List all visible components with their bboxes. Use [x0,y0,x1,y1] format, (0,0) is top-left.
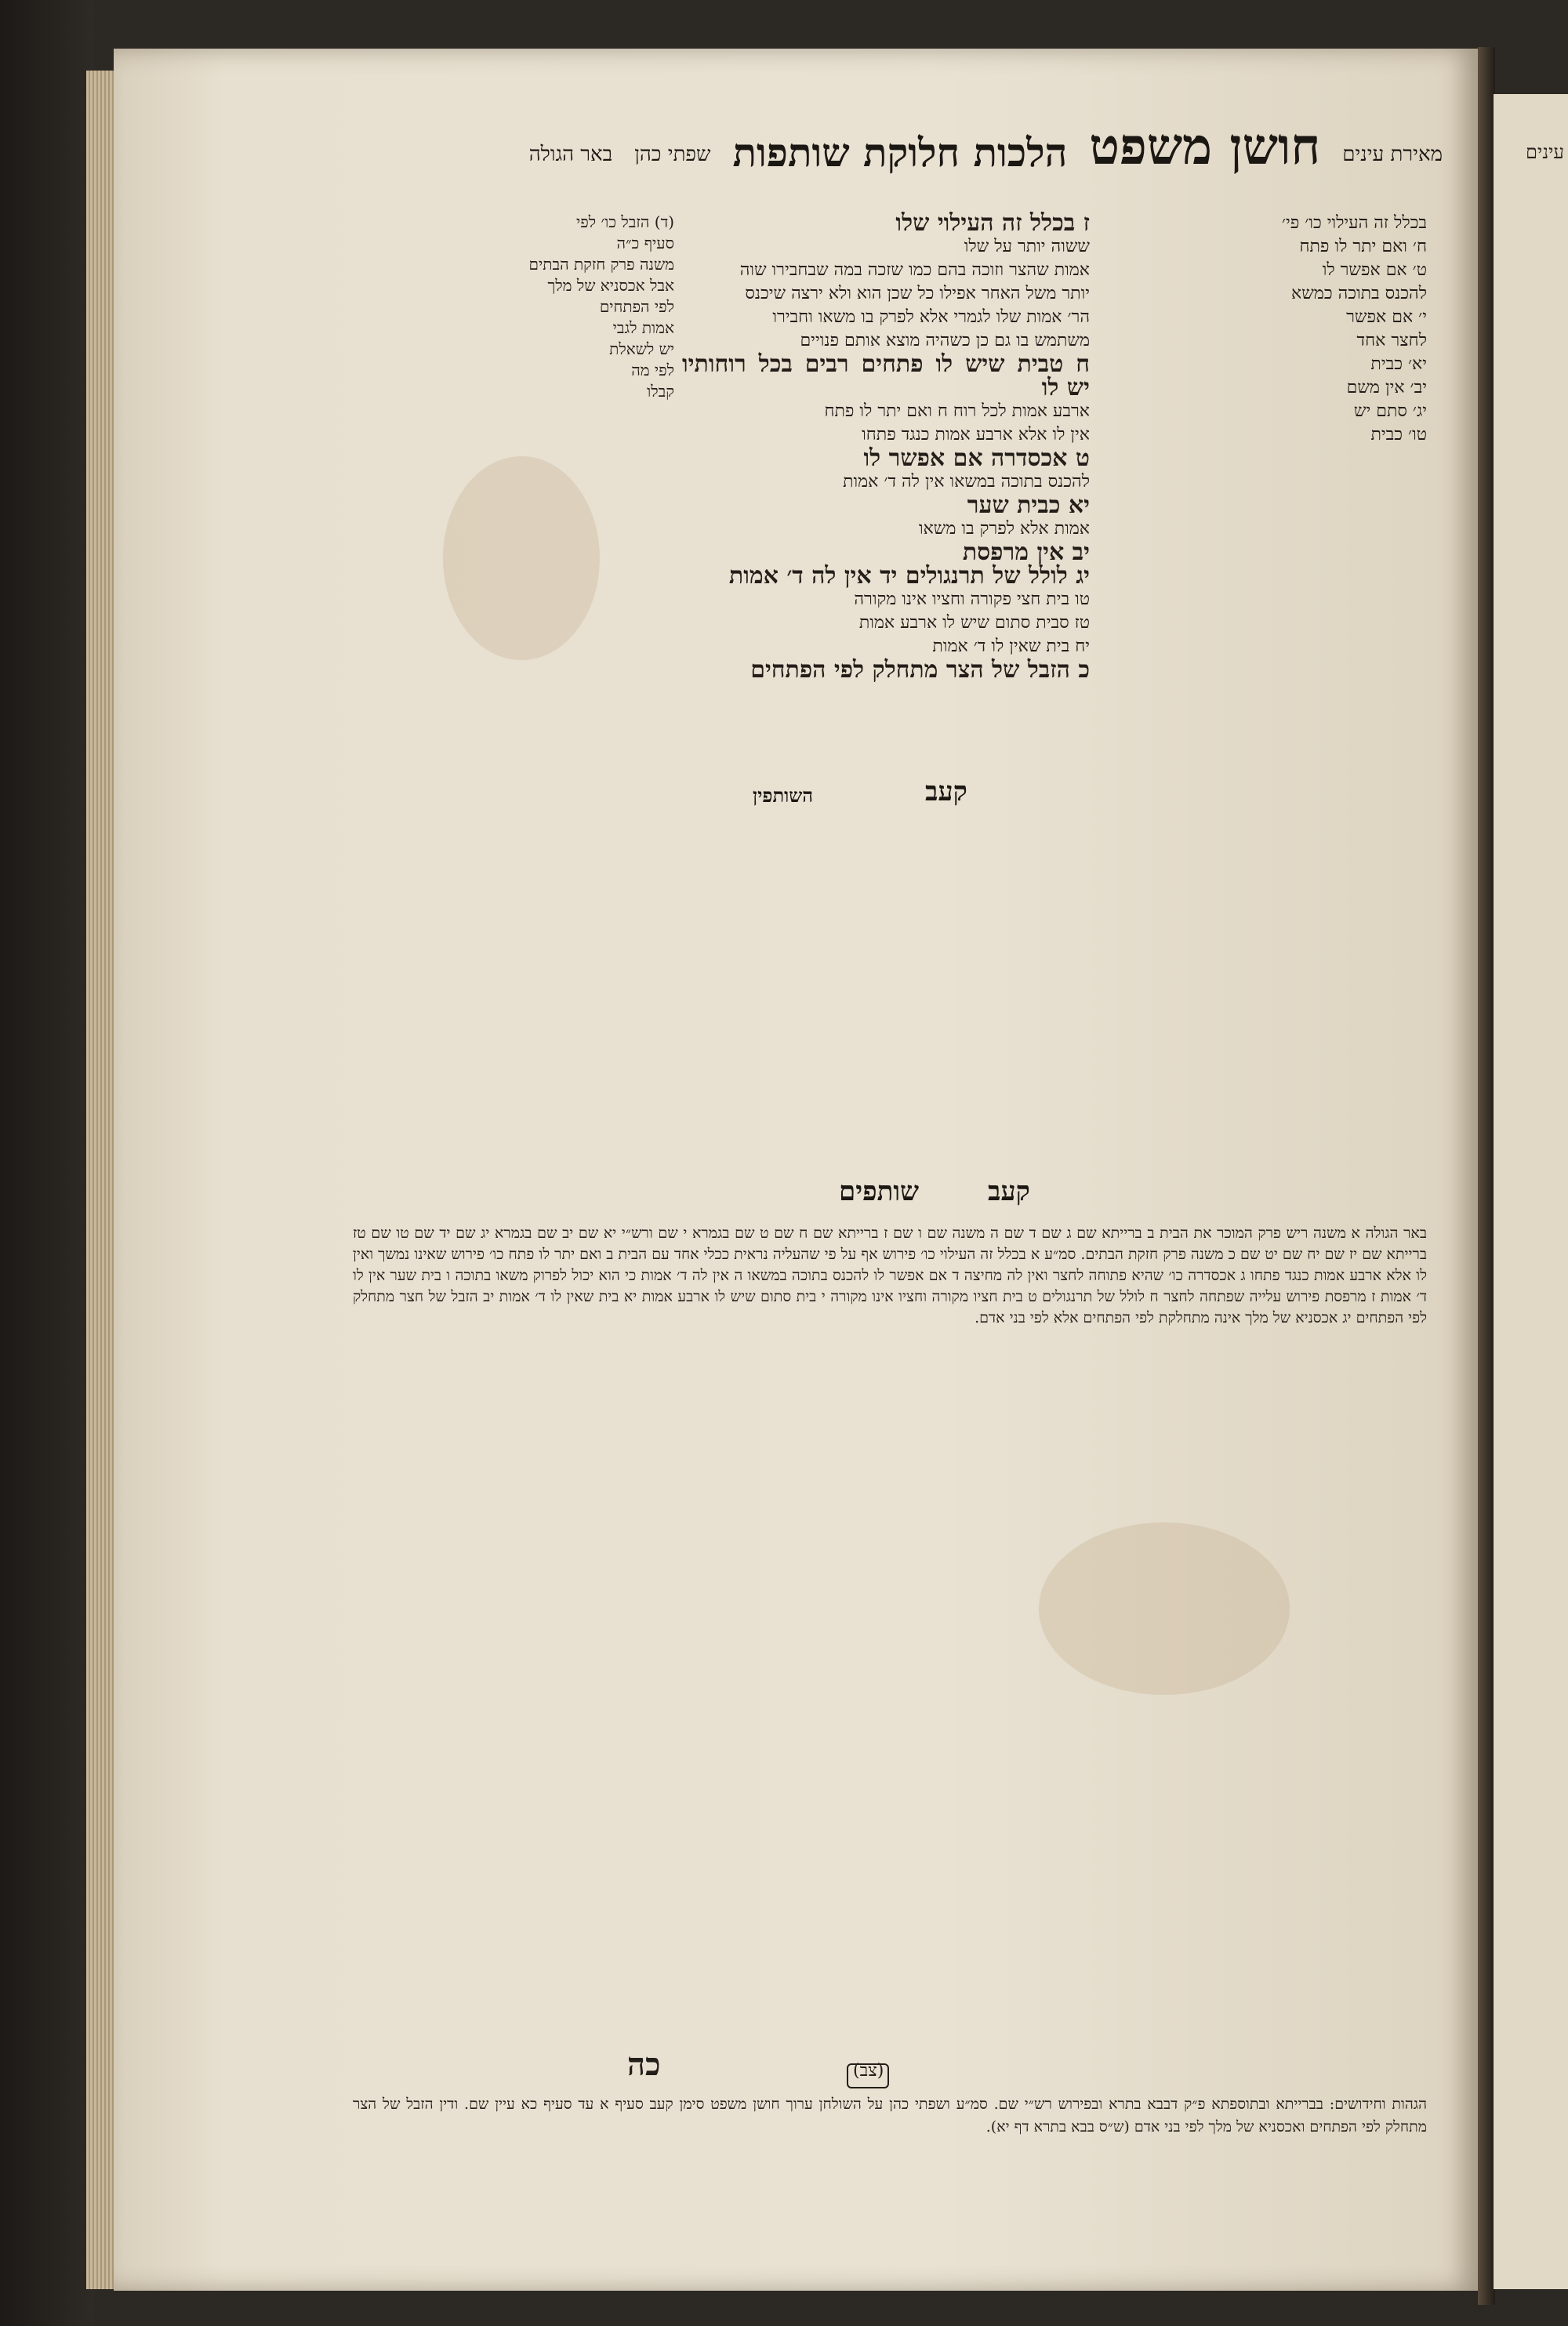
page-edges [86,71,118,2289]
commentary-line: אמות לגבי [612,318,674,337]
commentary-line: יב׳ אין משם [1346,378,1427,397]
page-number: כה [627,2046,661,2083]
book-gutter [1478,47,1495,2305]
commentary-line: סעיף כ״ה [616,234,674,252]
shutafin-label: השותפין [753,784,814,807]
commentary-line: לפי הפתחים [599,297,674,316]
commentary-line: טו׳ כבית [1370,425,1427,445]
column-meirat-einayim [1098,212,1427,1199]
header-title: חושן משפט [1089,118,1321,176]
commentary-line: קבלו [647,382,674,401]
header-shach: שפתי כהן [634,143,711,166]
main-line: יח בית שאין לו ד׳ אמות [932,637,1090,656]
main-line: יותר משל האחר אפילו כל שכן הוא ולא ירצה שיכנס [745,284,1090,303]
commentary-line: אבל אכסניא של מלך [547,276,674,295]
commentary-line: יג׳ סתם יש [1353,401,1427,421]
book-shadow [0,0,94,2326]
next-page-fragment [1494,94,1568,2289]
commentary-line: לפי מה [631,361,674,379]
main-line: להכנס בתוכה במשאו אין לה ד׳ אמות [843,472,1090,492]
commentary-line: (ד) הזבל כו׳ לפי [576,212,674,231]
commentary-line: לחצר אחד [1356,331,1427,350]
header-section: הלכות חלוקת שותפות [732,129,1068,176]
lower-siman-label: קעב [988,1176,1030,1207]
commentary-line: בכלל זה העילוי כו׳ פי׳ [1281,213,1427,233]
commentary-line: משנה פרק חזקת הבתים [528,255,674,274]
main-line: יא כבית שער [967,492,1090,519]
main-line: ארבע אמות לכל רוח ח ואם יתר לו פתח [824,401,1090,421]
lower-commentary-block: באר הגולה א משנה ריש פרק המוכר את הבית ב ברייתא שם ג שם ד שם ה משנה שם ו שם ז ברייתא שם ח שם ט שם בגמרא י שם ורש״י יא שם יב שם בגמרא יג שם יד שם טו שם טז ברייתא שם יז שם יח שם יט שם כ משנה פרק חזקת הבתים. סמ״ע א בכלל זה העילוי כו׳ פירוש אף על פי שהעליה נראית ככלי אחד עם הבית ב ואם יתר לו פתח כו׳ פירוש שאינו נמשך ואין לו אלא ארבע אמות כנגד פתחו ג אכסדרה כו׳ שהיא פתוחה לחצר ואין לה מחיצה ד אם אפשר לו להכנס בתוכה במשאו ה אין לה ד׳ אמות כי הוא יכול לפרוק משאו בתוכה ו בית שער אין לו ד׳ אמות ז מרפסת פירוש עלייה שפתחה לחצר ח לולל של תרנגולים ט בית חציו מקורה וחציו אינו מקורה י בית סתום שיש לו ארבע אמות יא בית שאין לו ד׳ אמות יב הזבל של חצר מתחלק לפי הפתחים יג אכסניא של מלך אינה מתחלקת לפי הפתחים אלא לפי בני אדם. [353,1225,1427,1326]
main-line: אין לו אלא ארבע אמות כנגד פתחו [862,425,1090,445]
commentary-line: י׳ אם אפשר [1346,307,1427,327]
commentary-line: ח׳ ואם יתר לו פתח [1299,237,1427,256]
header-beer-hagolah: באר הגולה [528,143,613,166]
lower-shutafim-label: שותפים [839,1176,920,1207]
main-line: אמות אלא לפרק בו משאו [918,519,1090,539]
main-line: טו בית חצי פקורה וחציו אינו מקורה [854,590,1090,609]
main-line: משתמש בו גם כן כשהיה מוצא אותם פנויים [800,331,1090,350]
column-main-text [682,212,1090,1199]
footnotes: הגהות וחידושים: בברייתא ובתוספתא פ״ק דבבא בתרא ובפירוש רש״י שם. סמ״ע ושפתי כהן על השולחן ערוך חושן משפט סימן קעב סעיף א עד סעיף כא עיין שם. ודין הזבל של הצר מתחלק לפי הפתחים ואכסניא של מלך לפי בני אדם (ש״ס בבא בתרא דף יא). [353,2096,1427,2135]
main-line: יג לולל של תרנגולים יד אין לה ד׳ אמות [728,562,1090,590]
main-line: טז סבית סתום שיש לו ארבע אמות [858,613,1090,633]
main-line: הר׳ אמות שלו לגמרי אלא לפרק בו משאו וחבירו [772,307,1090,327]
header-meirat-einayim: מאירת עינים [1342,143,1443,166]
page-mark: (צב) [853,2061,884,2081]
main-line: ז בכלל זה העילוי שלו [895,212,1090,237]
commentary-line: יא׳ כבית [1370,354,1427,374]
commentary-line: יש לשאלת [609,339,674,358]
commentary-line: להכנס בתוכה כמשא [1291,284,1427,303]
main-line: ח טבית שיש לו פתחים רבים בכל רוחותיו יש לו [682,350,1090,401]
main-line: אמות שהצר וזוכה בהם כמו שזכה במה שבחבירו שוה [739,260,1090,280]
commentary-line: ט׳ אם אפשר לו [1322,260,1427,280]
main-line: ששוה יותר על שלו [964,237,1090,256]
column-shach [345,212,674,1199]
main-line: ט אכסדרה אם אפשר לו [863,445,1090,472]
siman-label: קעב [925,776,967,807]
main-line: יב אין מרפסת [962,539,1090,566]
page-header [157,110,1443,176]
fragment-text: עינים [1526,141,1564,163]
main-line: כ הזבל של הצר מתחלק לפי הפתחים [750,656,1090,684]
